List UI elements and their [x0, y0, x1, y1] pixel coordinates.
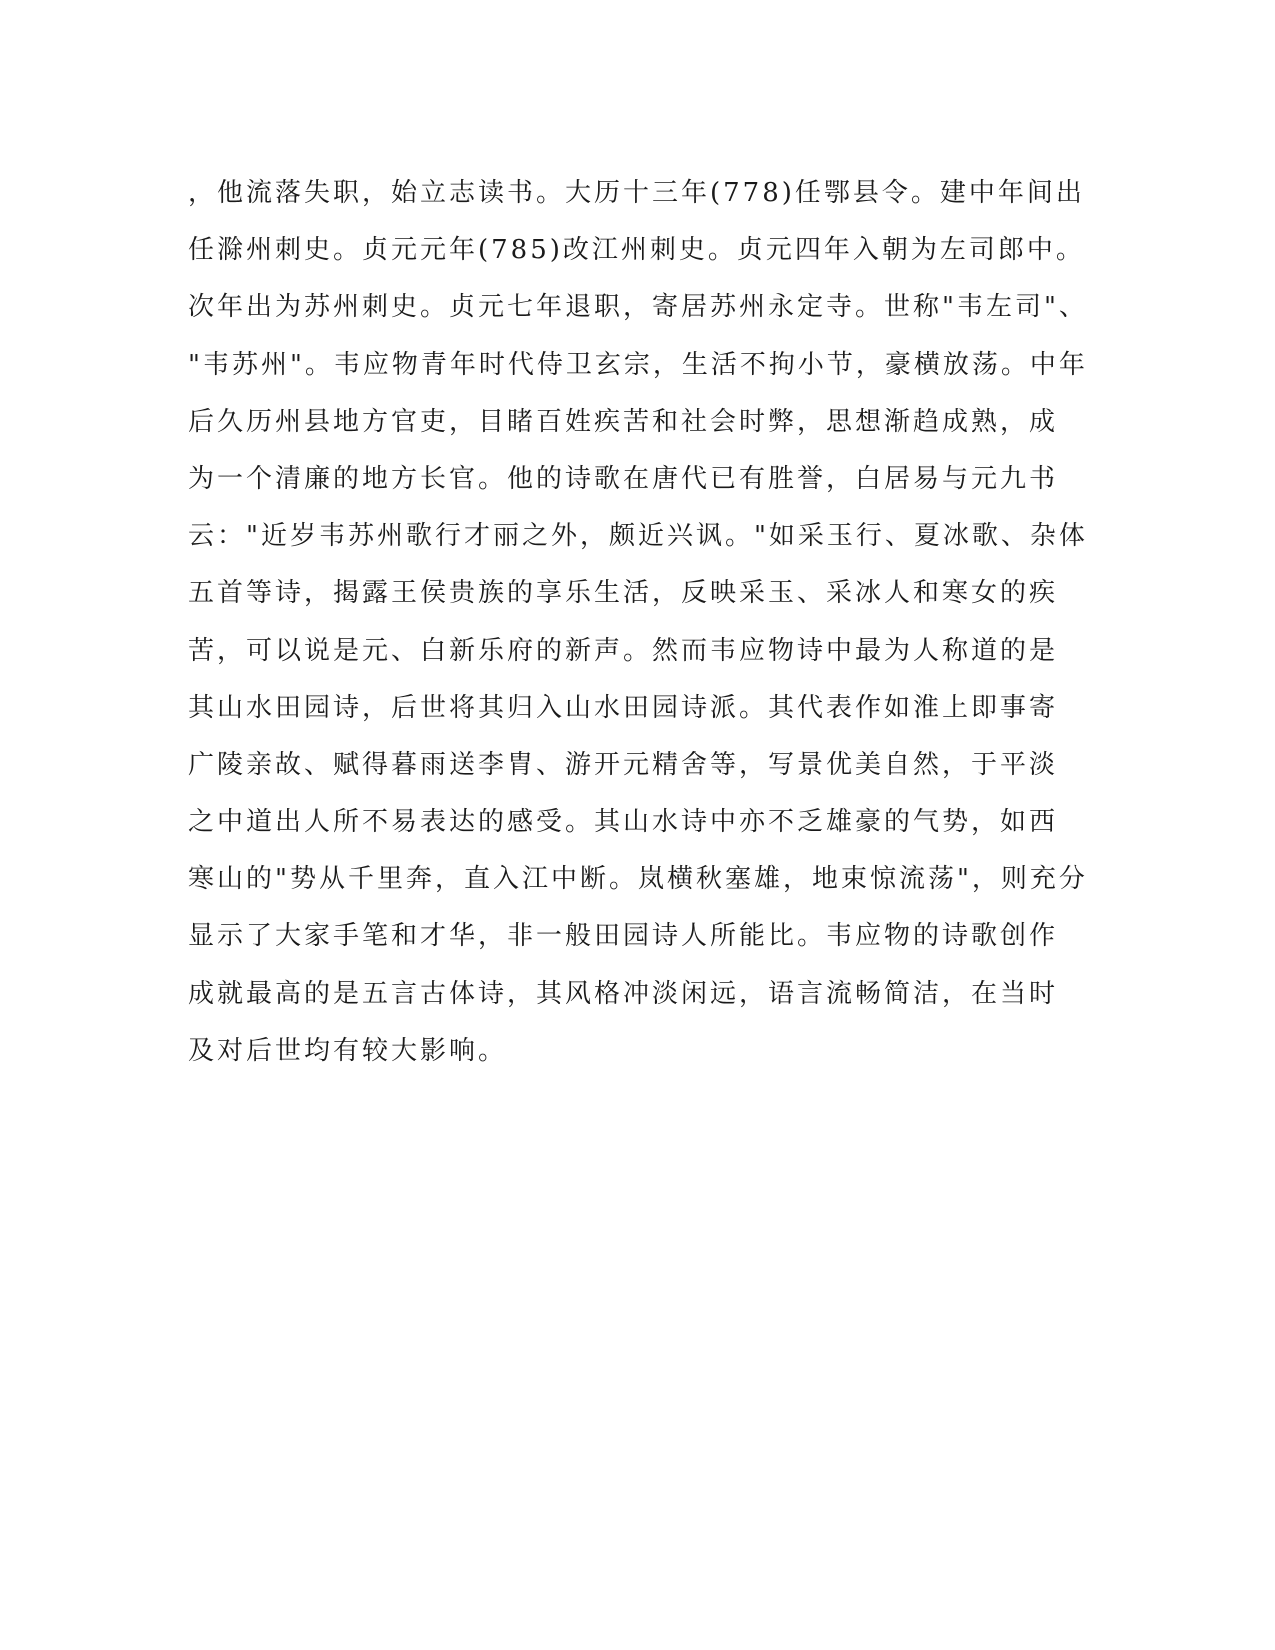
text-line: 成就最高的是五言古体诗，其风格冲淡闲远，语言流畅简洁，在当时 [188, 978, 1059, 1009]
text-line: 后久历州县地方官吏，目睹百姓疾苦和社会时弊，思想渐趋成熟，成 [188, 406, 1059, 437]
text-line: 次年出为苏州刺史。贞元七年退职，寄居苏州永定寺。世称"韦左司"、 [188, 292, 1088, 323]
text-line: "韦苏州"。韦应物青年时代侍卫玄宗，生活不拘小节，豪横放荡。中年 [188, 349, 1088, 380]
text-line: 之中道出人所不易表达的感受。其山水诗中亦不乏雄豪的气势，如西 [188, 807, 1059, 838]
text-line: 其山水田园诗，后世将其归入山水田园诗派。其代表作如淮上即事寄 [188, 692, 1059, 723]
text-line: 苦，可以说是元、白新乐府的新声。然而韦应物诗中最为人称道的是 [188, 635, 1059, 666]
text-line: 任滁州刺史。贞元元年(785)改江州刺史。贞元四年入朝为左司郎中。 [188, 235, 1085, 266]
body-text [188, 165, 1088, 1080]
text-line: 显示了大家手笔和才华，非一般田园诗人所能比。韦应物的诗歌创作 [188, 921, 1059, 952]
text-line: 寒山的"势从千里奔，直入江中断。岚横秋塞雄，地束惊流荡"，则充分 [188, 864, 1088, 895]
text-line: 及对后世均有较大影响。 [188, 1035, 508, 1066]
text-line: 五首等诗，揭露王侯贵族的享乐生活，反映采玉、采冰人和寒女的疾 [188, 578, 1059, 609]
text-line: 广陵亲故、赋得暮雨送李胄、游开元精舍等，写景优美自然，于平淡 [188, 749, 1059, 780]
text-line: 云："近岁韦苏州歌行才丽之外，颇近兴讽。"如采玉行、夏冰歌、杂体 [188, 521, 1088, 552]
text-line: ，他流落失职，始立志读书。大历十三年(778)任鄂县令。建中年间出 [188, 178, 1085, 208]
text-line: 为一个清廉的地方长官。他的诗歌在唐代已有胜誉，白居易与元九书 [188, 463, 1059, 494]
